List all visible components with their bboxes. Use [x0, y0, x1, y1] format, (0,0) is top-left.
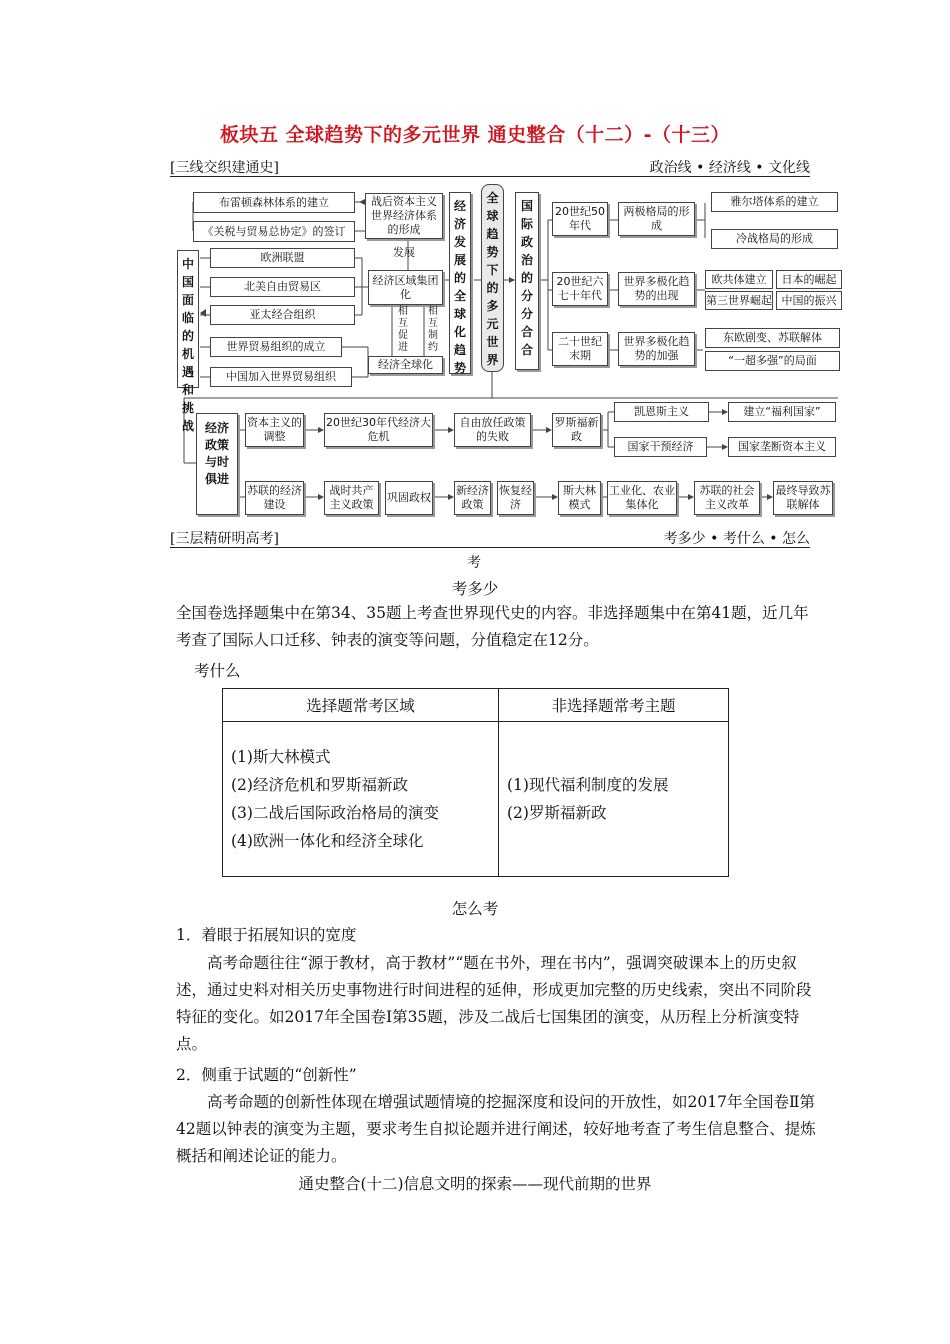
list-item: (1)现代福利制度的发展: [507, 776, 669, 794]
kdsh-paragraph: [176, 600, 816, 654]
r2-a-box: 苏联的经济建设: [245, 481, 304, 515]
section-exam-aspects: 考多少 • 考什么 • 怎么: [663, 531, 810, 547]
r1-d-box: 罗斯福新政: [552, 413, 601, 447]
p1-b-box: 冷战格局的形成: [711, 229, 838, 249]
col1-header: 选择题常考区域: [223, 689, 499, 722]
eu-box: 欧洲联盟: [210, 248, 355, 268]
r2-d-box: 新经济政策: [454, 481, 491, 515]
p2-b-box: 日本的崛起: [776, 270, 842, 289]
economy-column: 经济发展的全球化趋势: [449, 192, 471, 374]
zmk-s2-text: 高考命题的创新性体现在增强试题情境的挖掘深度和设问的开放性，如2017年全国卷Ⅱ第42题以钟表的演变为主题，要求考生自拟论题并进行阐述，较好地考查了考生信息整合、提炼概括和阐述论证的能力。: [176, 1093, 816, 1165]
develop-label: 发展: [393, 246, 415, 259]
p3-event-box: 世界多极化趋势的加强: [618, 332, 695, 366]
r2-e-box: 恢复经济: [497, 481, 534, 515]
p2-a-box: 欧共体建立: [705, 270, 773, 289]
bretton-woods-box: 布雷顿森林体系的建立: [193, 192, 355, 213]
postwar-system-box: 战后资本主义世界经济体系的形成: [365, 193, 443, 239]
p3-a-box: 东欧剧变、苏联解体: [705, 328, 840, 348]
list-item: (2)经济危机和罗斯福新政: [231, 776, 408, 794]
r1-b-box: 20世纪30年代经济大危机: [324, 413, 433, 447]
col1-cell: [223, 722, 499, 877]
r2-f-box: 斯大林模式: [558, 481, 601, 515]
zmk-heading: 怎么考: [451, 900, 499, 918]
col2-header: 非选择题常考主题: [499, 689, 729, 722]
china-wto-box: 中国加入世界贸易组织: [210, 367, 352, 387]
r2-i-box: 最终导致苏联解体: [773, 481, 833, 515]
p1-time-box: 20世纪50年代: [552, 202, 608, 236]
r1-c-box: 自由放任政策的失败: [454, 413, 531, 447]
r1-g-box: 国家干预经济: [614, 437, 707, 457]
p2-d-box: 中国的振兴: [776, 291, 842, 310]
r1-h-box: 国家垄断资本主义: [728, 437, 836, 457]
section-label: [三线交织建通史]: [170, 160, 279, 176]
kdsh-heading: 考多少: [451, 580, 499, 598]
nafta-box: 北美自由贸易区: [210, 277, 355, 297]
p2-time-box: 20世纪六七十年代: [552, 272, 608, 306]
p3-time-box: 二十世纪末期: [552, 332, 608, 366]
zmk-s2-title: 2．侧重于试题的“创新性”: [176, 1066, 357, 1084]
zmk-s2-paragraph: [176, 1089, 816, 1170]
zmk-s1-title: 1．着眼于拓展知识的宽度: [176, 926, 357, 944]
ksm-heading: 考什么: [194, 662, 241, 680]
p1-a-box: 雅尔塔体系的建立: [711, 192, 838, 212]
apec-box: 亚太经合组织: [210, 305, 355, 325]
wto-founded-box: 世界贸易组织的成立: [210, 337, 342, 357]
regional-bloc-box: 经济区域集团化: [368, 270, 443, 305]
r2-g-box: 工业化、农业集体化: [607, 481, 677, 515]
china-challenges-column: 中国面临的机遇和挑战: [177, 250, 199, 388]
zmk-s1-text: 高考命题往往“源于教材，高于教材”“题在书外，理在书内”，强调突破课本上的历史叙述，通过史料对相关历史事物进行时间进程的延伸，形成更加完整的历史线索，突出不同阶段特征的变化。如2017年全国卷Ⅰ第35题，涉及二战后七国集团的演变，从历程上分析演变特点。: [176, 954, 812, 1053]
kdsh-text: 全国卷选择题集中在第34、35题上考查世界现代史的内容。非选择题集中在第41题，近几年考查了国际人口迁移、钟表的演变等问题，分值稳定在12分。: [176, 604, 809, 649]
col2-cell: [499, 722, 729, 877]
r2-c-box: 巩固政权: [385, 481, 433, 515]
r2-h-box: 苏联的社会主义改革: [694, 481, 760, 515]
exam-topics-table: [222, 688, 729, 877]
list-item: (2)罗斯福新政: [507, 804, 607, 822]
promote-label: 相互促进: [398, 306, 408, 353]
section-threads: 政治线 • 经济线 • 文化线: [649, 160, 810, 176]
gatt-box: 《关税与贸易总协定》的签订: [193, 221, 355, 242]
list-item: (3)二战后国际政治格局的演变: [231, 804, 439, 822]
p3-b-box: “一超多强”的局面: [705, 351, 840, 371]
restrain-label: 相互制约: [428, 306, 438, 353]
list-item: (4)欧洲一体化和经济全球化: [231, 832, 424, 850]
r1-e-box: 凯恩斯主义: [614, 402, 709, 422]
page-title: 板块五 全球趋势下的多元世界 通史整合（十二）-（十三）: [219, 124, 731, 146]
section-exam-wrap: 考: [467, 555, 481, 571]
zmk-s1-paragraph: [176, 950, 816, 1058]
r1-f-box: 建立“福利国家”: [728, 402, 836, 422]
footer-title: 通史整合(十二)信息文明的探索——现代前期的世界: [298, 1175, 652, 1193]
globalization-box: 经济全球化: [368, 356, 443, 374]
policy-column: 经济政策与时俱进: [196, 413, 238, 515]
p1-event-box: 两极格局的形成: [618, 202, 695, 236]
list-item: (1)斯大林模式: [231, 748, 331, 766]
section-header-exam: [170, 528, 810, 550]
politics-column: 国际政治的分分合合: [515, 192, 539, 370]
p2-c-box: 第三世界崛起: [705, 291, 773, 310]
r2-b-box: 战时共产主义政策: [324, 481, 379, 515]
section-label: [三层精研明高考]: [170, 531, 279, 547]
center-theme: 全球趋势下的多元世界: [481, 184, 504, 372]
p2-event-box: 世界多极化趋势的出现: [618, 272, 695, 306]
r1-a-box: 资本主义的调整: [245, 413, 304, 447]
